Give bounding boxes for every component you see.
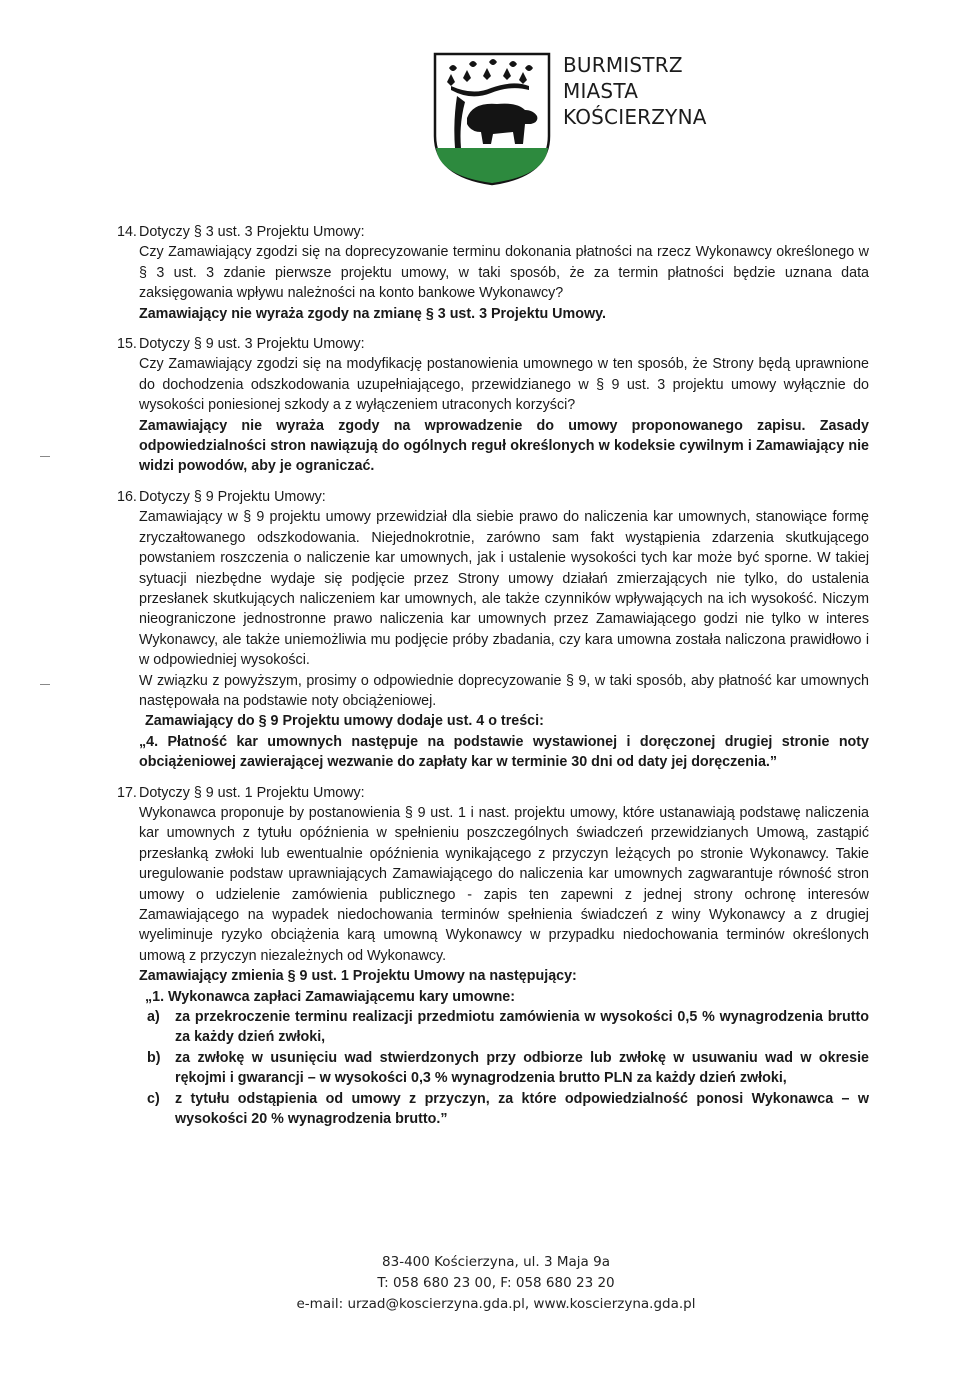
brand-line-1: BURMISTRZ (563, 53, 683, 77)
list-letter: b) (147, 1049, 161, 1066)
brand-line-2: MIASTA (563, 79, 639, 103)
margin-mark (40, 456, 50, 457)
list-item (147, 1048, 869, 1089)
list-item (147, 1089, 869, 1130)
question-item (117, 222, 869, 324)
list-text: z tytułu odstąpienia od umowy z przyczyn, za które odpowiedzialność ponosi Wykonawca – w wysokości 20 % wynagrodzenia brutto.” (175, 1090, 869, 1128)
margin-mark (40, 684, 50, 685)
question-text: Zamawiający w § 9 projektu umowy przewidział dla siebie prawo do naliczenia kar umownych, stanowiące formę zryczałtowanego odszkodowania. Niejednokrotnie, zarówno sam fakt wystąpienia zdarzenia skutkującego powstaniem roszczenia o naliczenie kar umownych, jak i ustalenie wysokości tych kar może być sporne. W takiej sytuacji niezbędne wydaje się podjęcie przez Strony umowy działań zmierzających nie tylko, do ustalenia przesłanek skutkujących naliczeniem kar umownych, ale także czynników wpływających na ich wysokość. Niczym nieograniczone jednostronne prawo naliczenia kar umownych przez Zamawiającego godzi nie tylko w interes Wykonawcy, ale także uniemożliwia mu podjęcie próby zbadania, czy kara umowna została naliczona prawidłowo i w odpowiedniej wysokości. (139, 509, 869, 669)
answer-text: Zamawiający zmienia § 9 ust. 1 Projektu Umowy na następujący: (139, 968, 577, 985)
question-text: Czy Zamawiający zgodzi się na doprecyzowanie terminu dokonania płatności na rzecz Wykonawcy określonego w § 3 ust. 3 zdanie pierwsze projektu umowy, w taki sposób, że za termin płatności będzie uznana data zaksięgowania wpływu należności na konto bankowe Wykonawcy? (139, 244, 869, 302)
item-number: 16. (117, 488, 137, 505)
list-letter: c) (147, 1090, 160, 1107)
question-text: W związku z powyższym, prosimy o odpowiednie doprecyzowanie § 9, w taki sposób, aby płatność kar umownych następowała na podstawie noty obciążeniowej. (139, 672, 869, 709)
coat-of-arms-bear-oak-icon (433, 52, 551, 186)
item-number: 14. (117, 224, 137, 240)
item-title: Dotyczy § 9 Projektu Umowy: (139, 488, 326, 505)
footer-address: 83-400 Kościerzyna, ul. 3 Maja 9a (382, 1254, 610, 1270)
answer-quote: „1. Wykonawca zapłaci Zamawiającemu kary umowne: (145, 988, 516, 1005)
question-item (117, 487, 869, 773)
question-text: Czy Zamawiający zgodzi się na modyfikację postanowienia umownego w ten sposób, że Strony będą uprawnione do dochodzenia odszkodowania uzupełniającego, przewidzianego w § 9 ust. 3 projektu umowy wyłącznie do wysokości poniesionej szkody a z wyłączeniem utraconych korzyści? (139, 356, 869, 414)
question-item (117, 783, 869, 1130)
list-text: za zwłokę w usunięciu wad stwierdzonych przy odbiorze lub zwłokę w usuwaniu wad w okresie rękojmi i gwarancji – w wysokości 0,3 % wynagrodzenia brutto PLN za każdy dzień zwłoki, (175, 1049, 869, 1087)
footer-contact: e-mail: urzad@koscierzyna.gda.pl, www.koscierzyna.gda.pl (296, 1296, 696, 1312)
answer-text: Zamawiający nie wyraża zgody na zmianę § 3 ust. 3 Projektu Umowy. (139, 305, 606, 322)
footer-phone: T: 058 680 23 00, F: 058 680 23 20 (377, 1275, 615, 1291)
question-text: Wykonawca proponuje by postanowienia § 9 ust. 1 i nast. projektu umowy, które ustanawiają podstawę naliczenia kar umownych z tytułu opóźnienia w spełnieniu poszczególnych świadczeń przewidzianych Umową, zastąpić przesłanką zwłoki lub ewentualnie opóźnienia wynikającego z przyczyn leżących po stronie Wykonawcy. Takie uregulowanie podstaw uprawniających Zamawiającego do naliczenia kar umownych zagwarantuje równość stron umowy o udzielenie zamówienia publicznego - zapis ten zapewni z jednej strony ochronę interesów Zamawiającego na wypadek niedochowania terminów spełnienia świadczeń z winy Wykonawcy a z drugiej wyeliminuje ryzyko obciążenia karą umowną Wykonawcy w przypadku niedochowania terminów określonych umową z przyczyn niezależnych od Wykonawcy. (139, 804, 869, 964)
answer-text: Zamawiający nie wyraża zgody na wprowadzenie do umowy proponowanego zapisu. Zasady odpowiedzialności stron nawiązują do ogólnych reguł określonych w kodeksie cywilnym i Zamawiający nie widzi powodów, aby je ograniczać. (139, 417, 869, 475)
item-title: Dotyczy § 9 ust. 3 Projektu Umowy: (139, 336, 365, 353)
brand-name (563, 52, 707, 130)
list-text: za przekroczenie terminu realizacji przedmiotu zamówienia w wysokości 0,5 % wynagrodzenia brutto za każdy dzień zwłoki, (175, 1009, 869, 1046)
item-title: Dotyczy § 9 ust. 1 Projektu Umowy: (139, 784, 365, 801)
answer-quote: „4. Płatność kar umownych następuje na podstawie wystawionej i doręczonej drugiej stronie noty obciążeniowej zawierającej wezwanie do zapłaty kar w terminie 30 dni od daty jej doręczenia.” (139, 733, 869, 771)
answer-text: Zamawiający do § 9 Projektu umowy dodaje ust. 4 o treści: (145, 713, 544, 730)
page-footer (0, 1252, 960, 1315)
document-body (117, 222, 869, 1139)
list-item (147, 1007, 869, 1048)
question-item (117, 334, 869, 477)
brand-line-3: KOŚCIERZYNA (563, 105, 707, 129)
list-letter: a) (147, 1009, 160, 1026)
item-number: 15. (117, 336, 137, 353)
letterhead (433, 52, 853, 192)
item-number: 17. (117, 784, 137, 801)
item-title: Dotyczy § 3 ust. 3 Projektu Umowy: (139, 224, 365, 240)
